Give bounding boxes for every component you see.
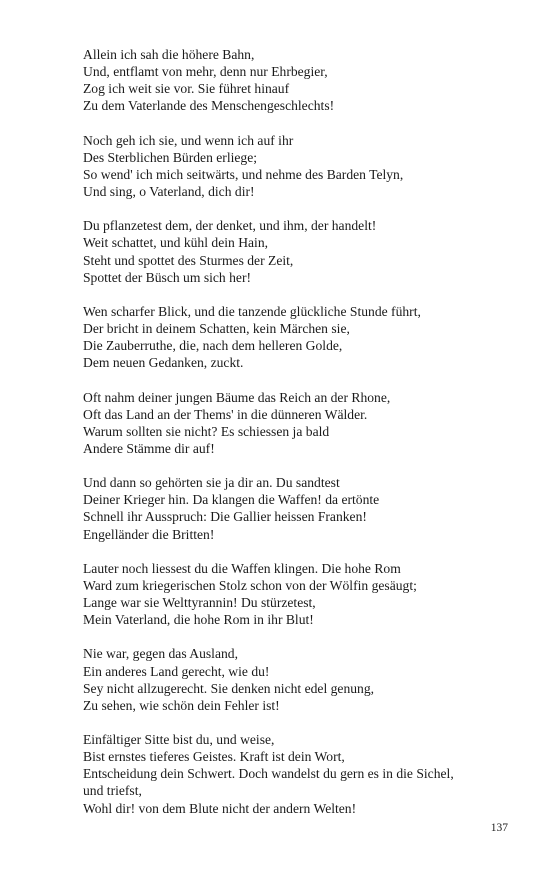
poem-line: Zog ich weit sie vor. Sie führet hinauf [83, 81, 290, 97]
poem-line: Entscheidung dein Schwert. Doch wandelst du gern es in die Sichel, [83, 766, 454, 782]
stanza-8 [83, 645, 523, 714]
poem-line: Steht und spottet des Sturmes der Zeit, [83, 252, 294, 268]
poem-line: Du pflanzetest dem, der denket, und ihm, der handelt! [83, 218, 377, 234]
poem-line: Lange war sie Welttyrannin! Du stürzetest, [83, 595, 316, 611]
poem-line: Bist ernstes tieferes Geistes. Kraft ist dein Wort, [83, 749, 345, 765]
poem-line: Oft das Land an der Thems' in die dünneren Wälder. [83, 406, 368, 422]
stanza-9 [83, 731, 523, 817]
poem-text [83, 46, 523, 834]
stanza-1 [83, 46, 523, 115]
poem-line: Dem neuen Gedanken, zuckt. [83, 355, 244, 371]
poem-line: Noch geh ich sie, und wenn ich auf ihr [83, 132, 294, 148]
poem-line: Engelländer die Britten! [83, 526, 215, 542]
poem-line: Der bricht in deinem Schatten, kein Märchen sie, [83, 321, 350, 337]
poem-line: Nie war, gegen das Ausland, [83, 646, 238, 662]
poem-line: Andere Stämme dir auf! [83, 440, 215, 456]
poem-line: Des Sterblichen Bürden erliege; [83, 149, 258, 165]
poem-line: Mein Vaterland, die hohe Rom in ihr Blut! [83, 612, 314, 628]
stanza-7 [83, 560, 523, 629]
poem-line: Schnell ihr Ausspruch: Die Gallier heissen Franken! [83, 509, 367, 525]
poem-line: Wohl dir! von dem Blute nicht der andern Welten! [83, 800, 357, 816]
poem-line: Und, entflamt von mehr, denn nur Ehrbegier, [83, 64, 328, 80]
poem-line: und triefst, [83, 783, 142, 799]
poem-line: So wend' ich mich seitwärts, und nehme des Barden Telyn, [83, 166, 404, 182]
poem-line: Spottet der Büsch um sich her! [83, 269, 252, 285]
poem-line: Warum sollten sie nicht? Es schiessen ja bald [83, 423, 330, 439]
poem-line: Die Zauberruthe, die, nach dem helleren Golde, [83, 338, 343, 354]
poem-line: Einfältiger Sitte bist du, und weise, [83, 732, 275, 747]
stanza-3 [83, 217, 523, 286]
page-number: 137 [490, 822, 508, 834]
poem-line: Und dann so gehörten sie ja dir an. Du sandtest [83, 475, 340, 491]
stanza-5 [83, 389, 523, 458]
stanza-2 [83, 132, 523, 201]
poem-line: Ein anderes Land gerecht, wie du! [83, 663, 270, 679]
poem-line: Oft nahm deiner jungen Bäume das Reich an der Rhone, [83, 389, 391, 405]
poem-line: Wen scharfer Blick, und die tanzende glückliche Stunde führt, [83, 303, 421, 319]
poem-line: Zu dem Vaterlande des Menschengeschlechts! [83, 98, 335, 114]
poem-line: Deiner Krieger hin. Da klangen die Waffen! da ertönte [83, 492, 380, 508]
stanza-6 [83, 474, 523, 543]
poem-line: Allein ich sah die höhere Bahn, [83, 47, 255, 62]
poem-line: Ward zum kriegerischen Stolz schon von der Wölfin gesäugt; [83, 577, 417, 593]
poem-line: Sey nicht allzugerecht. Sie denken nicht edel genung, [83, 680, 375, 696]
poem-line: Lauter noch liessest du die Waffen klingen. Die hohe Rom [83, 560, 401, 576]
stanza-4 [83, 303, 523, 372]
poem-line: Zu sehen, wie schön dein Fehler ist! [83, 697, 280, 713]
poem-line: Und sing, o Vaterland, dich dir! [83, 184, 255, 200]
poem-line: Weit schattet, und kühl dein Hain, [83, 235, 269, 251]
